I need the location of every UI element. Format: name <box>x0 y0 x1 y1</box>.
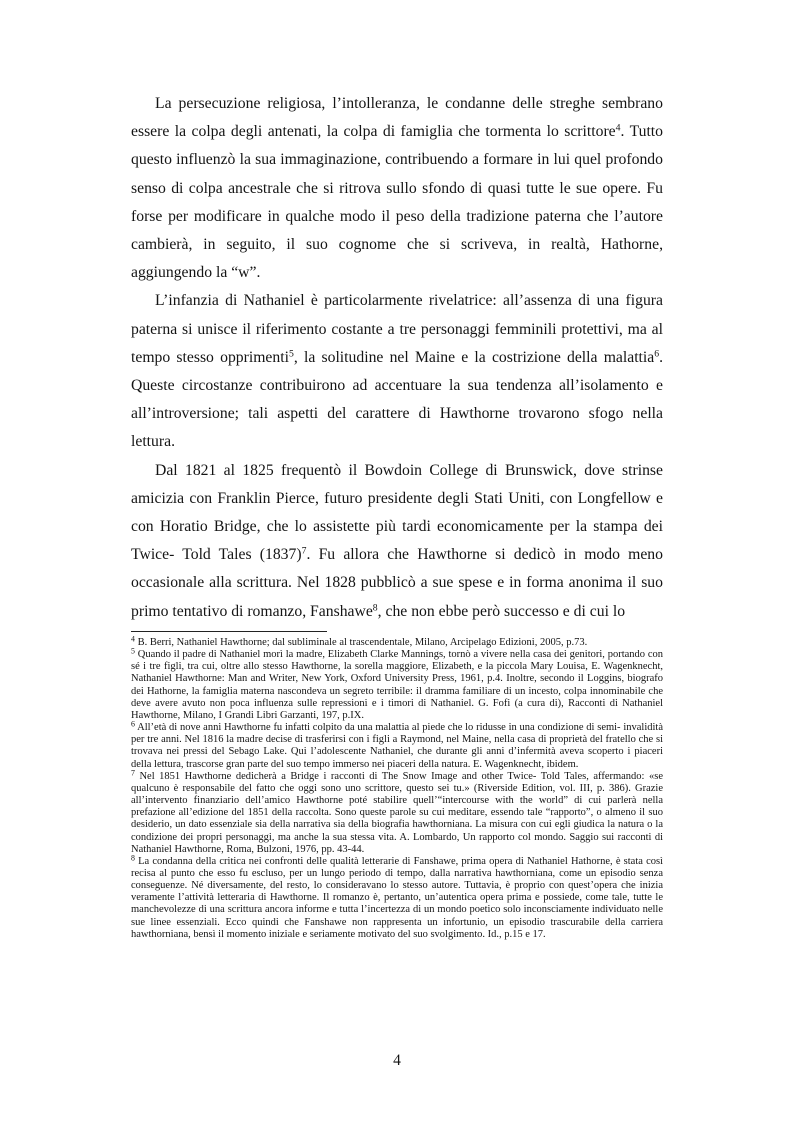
footnote-6: $^6$ All’età di nove anni Hawthorne fu infatti colpito da una malattia al piede che lo ridusse in una condizione di semi- invalidità per tre anni. Nel 1816 la madre decise di trasferirsi con i figli a Raymond, nel Maine, nella casa di proprietà del fratello che si trovava nei pressi del Sebago Lake. Qui l’adolescente Nathaniel, che durante gli anni d’infermità aveva scoperto i piaceri della lettura, trascorse gran parte del suo tempo immerso nei piaceri della natura. E. Wagenknecht, ibidem. <box>131 719 663 770</box>
footnote-number: 5 <box>131 646 135 656</box>
footnote-7: $^7$ Nel 1851 Hawthorne dedicherà a Bridge i racconti di The Snow Image and other Twice- Told Tales, affermando: «se qualcuno è responsabile del fatto che oggi sono uno scrittore, questo sei tu.» (Riverside Edition, vol. III, p. 386). Grazie all’intervento finanziario dell’amico Hawthorne poté stabilire quell’“intercourse with the world” di cui parlerà nella prefazione all’edizione del 1851 della raccolta. Sono queste parole su cui meditare, essendo tale “rapporto”, o almeno il suo desiderio, un dato essenziale sia della narrativa sia della biografia hawthorniana. La misura con cui egli giudica la natura o la condizione dei propri personaggi, ma anche la sua stessa vita. A. Lombardo, Un rapporto col mondo. Saggio sui racconti di Nathaniel Hawthorne, Roma, Bulzoni, 1976, pp. 43-44. <box>131 768 663 855</box>
footnote-number: 4 <box>131 634 135 644</box>
paragraph-3: Dal 1821 al 1825 frequentò il Bowdoin College di Brunswick, dove strinse amicizia con Franklin Pierce, futuro presidente degli Stati Uniti, con Longfellow e con Horatio Bridge, che lo assistette più tardi economicamente per la stampa dei Twice- Told Tales $(1837)^7$. Fu allora che Hawthorne si dedicò in modo meno occasionale alla scrittura. Nel 1828 pubblicò a sue spese e in forma anonima il suo primo tentativo di romanzo, Fanshawe$^8$, che non ebbe però successo e di cui lo <box>131 461 663 620</box>
footnote-4: $^4$ B. Berri, Nathaniel Hawthorne; dal subliminale al trascendentale, Milano, Arcipelago Edizioni, 2005, p.73. <box>131 634 588 648</box>
footnotes <box>131 634 663 941</box>
paragraph-2: L’infanzia di Nathaniel è particolarmente rivelatrice: all’assenza di una figura paterna si unisce il riferimento costante a tre personaggi femminili protettivi, ma al tempo stesso opprimenti$^5$, la solitudine nel Maine e la costrizione della malattia$^6$. Queste circostanze contribuirono ad accentuare la sua tendenza all’isolamento e all’introversione; tali aspetti del carattere di Hawthorne trovarono sfogo nella lettura. <box>131 292 664 451</box>
body-text <box>131 90 663 626</box>
footnote-5: $^5$ Quando il padre di Nathaniel morì la madre, Elizabeth Clarke Mannings, tornò a vivere nella casa dei genitori, portando con sé i tre figli, tra cui, oltre allo stesso Hawthorne, la sorella maggiore, Elizabeth, e la piccola Mary Louisa, E. Wagenknecht, Nathaniel Hawthorne: Man and Writer, New York, Oxford University Press, 1961, p.4. Inoltre, secondo il Loggins, biografo dei Hathorne, la famiglia materna nascondeva un segreto terribile: il dramma familiare di un incesto, colpa innominabile che deve avere avuto non poca influenza sulle repressioni e i timori di Nathaniel. G. Fofi (a cura di), Racconti di Nathaniel Hawthorne, Milano, I Grandi Libri Garzanti, 197, p.IX. <box>131 646 663 721</box>
footnote-ref-4[interactable]: 4 <box>615 122 621 134</box>
footnote-number: 6 <box>131 719 135 729</box>
footnote-ref-5[interactable]: 5 <box>288 348 294 360</box>
page-number: 4 <box>393 1052 401 1069</box>
footnote-separator <box>131 631 327 632</box>
paragraph-1: La persecuzione religiosa, l’intolleranza, le condanne delle streghe sembrano essere la colpa degli antenati, la colpa di famiglia che tormenta lo scrittore$^4$. Tutto questo influenzò la sua immaginazione, contribuendo a formare in lui quel profondo senso di colpa ancestrale che si ritrova sullo sfondo di quasi tutte le sue opere. Fu forse per modificare in qualche modo il peso della tradizione paterna che l’autore cambierà, in seguito, il suo cognome che si scriveva, in realtà, Hathorne, aggiungendo la “w”. <box>131 95 664 282</box>
footnote-number: 8 <box>131 853 135 863</box>
footnote-ref-7[interactable]: 7 <box>301 545 307 557</box>
footnote-ref-6[interactable]: 6 <box>654 348 660 360</box>
footnote-ref-8[interactable]: 8 <box>372 602 378 614</box>
footnote-number: 7 <box>131 768 135 778</box>
footnote-8: $^8$ La condanna della critica nei confronti delle qualità letterarie di Fanshawe, prima opera di Nathaniel Hathorne, è stata così recisa al punto che esso fu escluso, per un lungo periodo di tempo, dalla narrativa hawthorniana, come un episodio senza conseguenze. Né diversamente, del resto, lo consideravano lo stesso autore. Tuttavia, è proprio con quest’opera che inizia veramente l’attività letteraria di Hawthorne. Il romanzo è, pertanto, un’autentica opera prima e possiede, come tale, tutte le manchevolezze di una scrittura ancora informe e tutta l’incertezza di un mondo poetico solo inconsciamente individuato nelle sue linee essenziali. Ecco quindi che Fanshawe non rappresenta un infortunio, un episodio trascurabile della carriera hawthorniana, bensì il momento iniziale e seriamente motivato del suo svolgimento. Id., p.15 e 17. <box>131 853 663 940</box>
